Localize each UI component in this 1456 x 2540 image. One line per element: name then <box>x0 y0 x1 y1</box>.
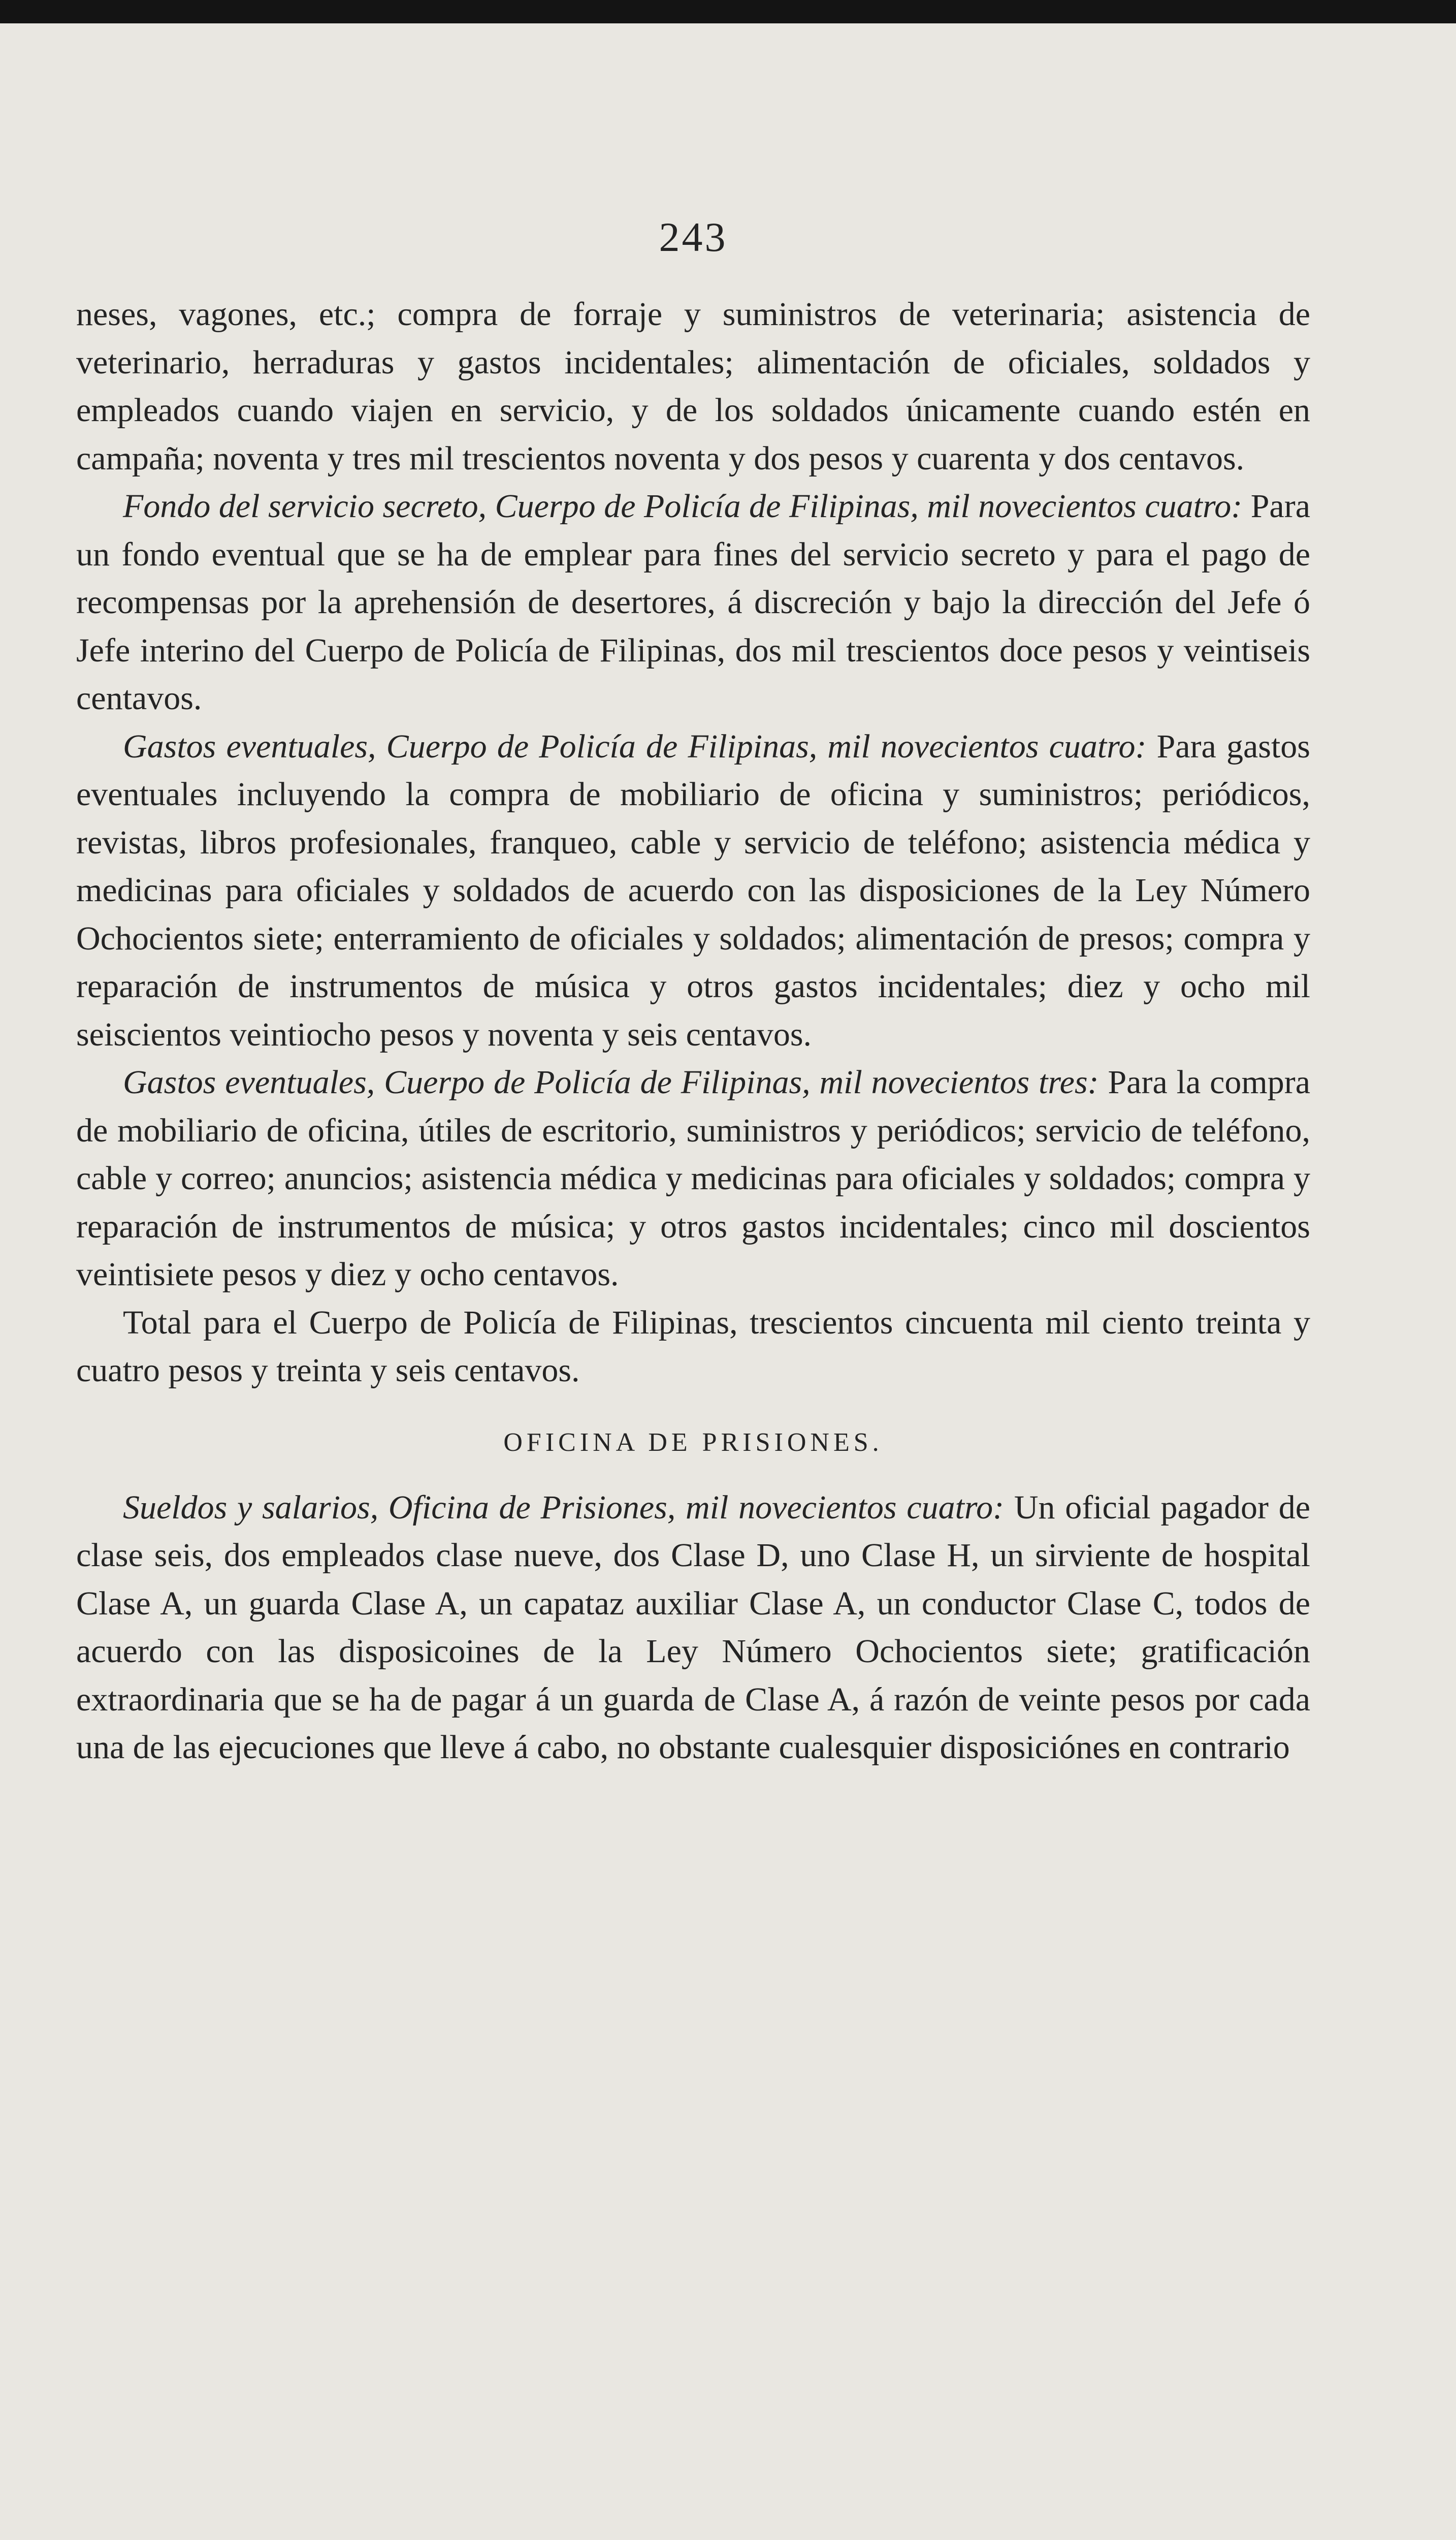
paragraph-text: Total para el Cuerpo de Policía de Filipinas, trescientos cincuenta mil ciento treinta y cuatro pesos y treinta y seis centavos. <box>76 1304 1310 1389</box>
paragraph-heading: Sueldos y salarios, Oficina de Prisiones, mil novecientos cuatro: <box>123 1488 1005 1526</box>
paragraph-contingent-expenses-1904 <box>76 723 1310 1059</box>
paragraph-total <box>76 1299 1310 1395</box>
paragraph-heading: Gastos eventuales, Cuerpo de Policía de Filipinas, mil novecientos cuatro: <box>123 727 1147 765</box>
paragraph-text: Para un fondo eventual que se ha de emplear para fines del servicio secreto y para el pago de recompensas por la aprehensión de desertores, á discreción y bajo la dirección del Jefe ó Jefe interino del Cuerpo de Policía de Filipinas, dos mil trescientos doce pesos y veintiseis centavos. <box>76 488 1310 717</box>
paragraph-heading: Gastos eventuales, Cuerpo de Policía de Filipinas, mil novecientos tres: <box>123 1064 1099 1101</box>
paragraph-secret-service-fund <box>76 483 1310 723</box>
paragraph-heading: Fondo del servicio secreto, Cuerpo de Policía de Filipinas, mil novecientos cuatro: <box>123 488 1243 525</box>
paragraph-text: Para la compra de mobiliario de oficina, útiles de escritorio, suministros y periódicos; servicio de teléfono, cable y correo; anuncios; asistencia médica y medicinas para oficiales y soldados; compra y reparación de instrumentos de música; y otros gastos incidentales; cinco mil doscientos veintisiete pesos y diez y ocho centavos. <box>76 1064 1310 1293</box>
paragraph-text: Un oficial pagador de clase seis, dos empleados clase nueve, dos Clase D, uno Clase H, un sirviente de hospital Clase A, un guarda Clase A, un capataz auxiliar Clase A, un conductor Clase C, todos de acuerdo con las disposicoines de la Ley Número Ochocientos siete; gratificación extraordinaria que se ha de pagar á un guarda de Clase A, á razón de veinte pesos por cada una de las ejecuciones que lleve á cabo, no obstante cualesquier disposiciónes en contrario <box>76 1488 1311 1766</box>
paragraph-prison-salaries <box>76 1484 1310 1772</box>
paragraph-text: Para gastos eventuales incluyendo la compra de mobiliario de oficina y suministros; periódicos, revistas, libros profesionales, franqueo, cable y servicio de teléfono; asistencia médica y medicinas para oficiales y soldados de acuerdo con las disposiciones de la Ley Número Ochocientos siete; enterramiento de oficiales y soldados; alimentación de presos; compra y reparación de instrumentos de música y otros gastos incidentales; diez y ocho mil seiscientos veintiocho pesos y noventa y seis centavos. <box>76 727 1310 1053</box>
section-heading: OFICINA DE PRISIONES. <box>503 1427 883 1457</box>
paragraph-continuation <box>76 291 1310 483</box>
scan-top-border <box>0 0 1456 23</box>
page-number: 243 <box>659 214 728 260</box>
paragraph-contingent-expenses-1903 <box>76 1059 1310 1299</box>
paragraph-text: neses, vagones, etc.; compra de forraje y suministros de veterinaria; asistencia de veterinario, herraduras y gastos incidentales; alimentación de oficiales, soldados y empleados cuando viajen en servicio, y de los soldados únicamente cuando estén en campaña; noventa y tres mil trescientos noventa y dos pesos y cuarenta y dos centavos. <box>76 296 1310 477</box>
document-page <box>76 213 1310 1772</box>
